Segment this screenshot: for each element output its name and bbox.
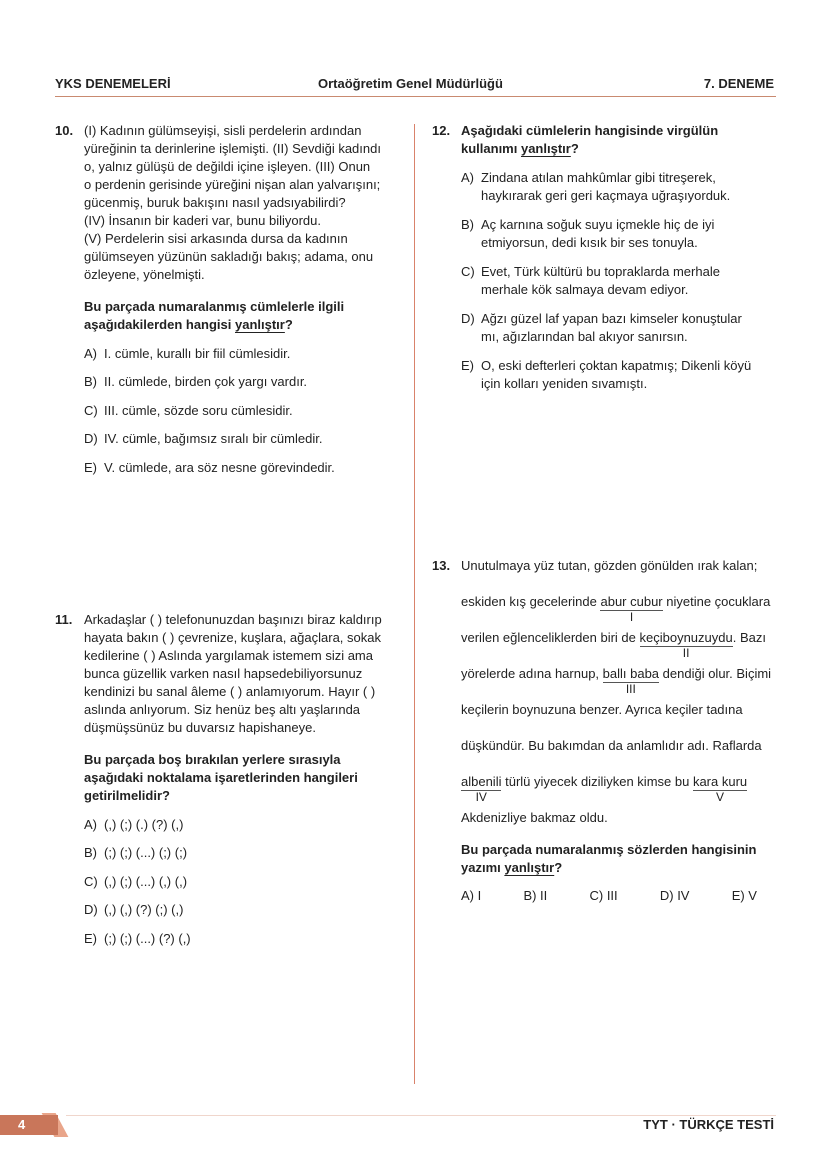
prompt-emphasis: yanlıştır xyxy=(235,317,285,332)
question-prompt xyxy=(461,122,792,158)
marked-word-3 xyxy=(602,666,660,696)
question-prompt xyxy=(84,751,405,805)
footer-title: TYT · TÜRKÇE TESTİ xyxy=(643,1117,774,1132)
option-c[interactable] xyxy=(84,402,405,420)
option-e[interactable] xyxy=(84,459,405,477)
option-b[interactable] xyxy=(461,216,792,252)
option-text: Zindana atılan mahkûmlar gibi titreşerek, xyxy=(481,170,716,185)
option-letter: A) xyxy=(84,816,97,832)
marked-text: kara kuru xyxy=(692,774,748,789)
option-letter: D) xyxy=(84,902,98,917)
passage-line: (V) Perdelerin sisi arkasında dursa da kadının xyxy=(84,231,348,246)
header-right: 7. DENEME xyxy=(703,76,774,91)
passage-line: düşkündür. Bu bakımdan da anlamlıdır adı. Raflarda xyxy=(461,738,762,753)
passage-line: yüreğinin ta derinlerine işlemişti. (II) Sevdiği kadındı xyxy=(84,141,381,156)
option-text: Ağzı güzel laf yapan bazı kimseler konuştular xyxy=(481,311,742,326)
numeral: I xyxy=(629,610,634,624)
option-b[interactable]: B) II xyxy=(523,888,548,903)
marked-word-5 xyxy=(692,774,748,804)
marked-text: keçiboynuzuydu xyxy=(639,630,733,645)
option-b[interactable] xyxy=(84,373,405,391)
prompt-emphasis: yanlıştır xyxy=(504,860,555,875)
option-text: (,) (,) (?) (;) (,) xyxy=(104,902,184,917)
option-c[interactable] xyxy=(461,263,792,299)
prompt-line: aşağıdaki noktalama işaretlerinden hangileri xyxy=(84,770,358,785)
option-b[interactable] xyxy=(84,844,405,862)
option-d[interactable] xyxy=(84,430,405,448)
option-text: Evet, Türk kültürü bu topraklarda merhale xyxy=(481,264,720,279)
text: . Bazı xyxy=(732,630,766,645)
option-text: mı, ağızlarından bal akıyor sanırsın. xyxy=(481,329,688,344)
option-letter: E) xyxy=(84,459,97,475)
question-12 xyxy=(432,122,792,393)
option-text: O, eski defterleri çoktan kapatmış; Dikenli köyü xyxy=(481,358,752,373)
option-c[interactable] xyxy=(84,873,405,891)
passage-line: gücenmiş, buruk bakışını nasıl yadsıyabilirdi? xyxy=(84,195,346,210)
passage-line xyxy=(461,629,792,665)
question-number: 12. xyxy=(432,123,451,138)
question-prompt xyxy=(461,841,792,877)
option-letter: B) xyxy=(84,845,97,860)
text: eskiden kış gecelerinde xyxy=(461,594,601,609)
passage-line: o, yalnız gülüşü de değildi içine işleyen. (III) Onun xyxy=(84,159,371,174)
passage-line: düşmüşsünüz bu duvarsız hapishaneye. xyxy=(84,720,316,735)
passage-line: o perdenin gerisinde yüreğini nişan alan yalvarışını; xyxy=(84,177,381,192)
text: verilen eğlenceliklerden biri de xyxy=(461,630,640,645)
passage-line: Unutulmaya yüz tutan, gözden gönülden ırak kalan; xyxy=(461,558,758,573)
prompt-line: Aşağıdaki cümlelerin hangisinde virgülün xyxy=(461,123,719,138)
question-number: 11. xyxy=(55,612,73,627)
prompt-end: ? xyxy=(554,860,563,875)
option-letter: C) xyxy=(84,402,98,418)
passage-line: Arkadaşlar ( ) telefonunuzdan başınızı biraz kaldırıp xyxy=(84,612,382,627)
text: niyetine çocuklara xyxy=(662,594,771,609)
option-a[interactable] xyxy=(461,169,792,205)
option-text: V. cümlede, ara söz nesne görevindedir. xyxy=(104,459,335,475)
passage-line: (IV) İnsanın bir kaderi var, bunu biliyordu. xyxy=(84,213,322,228)
option-letter: D) xyxy=(461,311,475,326)
passage-line: hayata bakın ( ) çevrenize, kuşlara, ağaçlara, sokak xyxy=(84,630,381,645)
marked-text: albenili xyxy=(461,774,502,789)
marked-word-2 xyxy=(639,630,733,660)
numeral: II xyxy=(682,646,690,660)
numeral: V xyxy=(716,790,725,804)
marked-word-4 xyxy=(461,774,502,804)
option-text: (,) (;) (...) (,) (,) xyxy=(104,873,188,889)
text: yörelerde adına harnup, xyxy=(461,666,603,681)
option-text: IV. cümle, bağımsız sıralı bir cümledir. xyxy=(104,431,323,446)
numeral: III xyxy=(625,682,636,696)
option-c[interactable]: C) III xyxy=(589,888,618,903)
header-divider xyxy=(55,96,776,97)
passage-line: Akdenizliye bakmaz oldu. xyxy=(461,810,608,825)
passage-line xyxy=(461,665,792,701)
passage-line: bunca güzellik varken nasıl hapsedebiliyorsunuz xyxy=(84,666,363,681)
prompt-end: ? xyxy=(570,141,579,156)
header-center: Ortaöğretim Genel Müdürlüğü xyxy=(318,76,503,91)
passage-line: (I) Kadının gülümseyişi, sisli perdelerin ardından xyxy=(84,123,362,138)
option-letter: A) xyxy=(84,345,97,361)
column-divider xyxy=(414,124,415,1084)
option-letter: B) xyxy=(461,217,474,232)
passage-line xyxy=(461,773,792,809)
passage-line: kendinizi bu sanal âleme ( ) anlamıyorum. Hayır ( ) xyxy=(84,684,376,699)
prompt-line: aşağıdakilerden hangisi xyxy=(84,317,235,332)
option-letter: C) xyxy=(461,264,475,279)
option-a[interactable]: A) I xyxy=(461,888,482,903)
option-letter: E) xyxy=(84,930,97,946)
passage-line: özleyene, yönelmişti. xyxy=(84,267,205,282)
numeral: IV xyxy=(475,790,487,804)
passage-line: keçilerin boynuzuna benzer. Ayrıca keçiler tadına xyxy=(461,702,743,717)
text: dendiği olur. Biçimi xyxy=(659,666,772,681)
option-letter: D) xyxy=(84,431,98,446)
passage-line: aslında anlıyorum. Siz henüz beş altı yaşlarında xyxy=(84,702,361,717)
marked-text: abur cubur xyxy=(600,594,663,609)
prompt-line: Bu parçada numaralanmış sözlerden hangisinin xyxy=(461,842,757,857)
option-text: (,) (;) (.) (?) (,) xyxy=(104,816,184,832)
option-letter: C) xyxy=(84,873,98,889)
option-text: (;) (;) (...) (?) (,) xyxy=(104,930,191,946)
passage-line: kedilerine ( ) Aslında yargılamak istemem sizi ama xyxy=(84,648,373,663)
page-number: 4 xyxy=(0,1115,58,1135)
option-text: merhale kök salmaya devam ediyor. xyxy=(481,282,689,297)
prompt-emphasis: yanlıştır xyxy=(520,141,571,156)
option-text: için kolları yeniden sıvamıştı. xyxy=(481,376,648,391)
option-text: haykırarak geri geri kaçmaya uğraşıyorduk. xyxy=(481,188,731,203)
option-d[interactable] xyxy=(461,310,792,346)
option-text: etmiyorsun, dedi kısık bir ses tonuyla. xyxy=(481,235,698,250)
prompt-line: getirilmelidir? xyxy=(84,788,170,803)
marked-word-1 xyxy=(600,594,663,624)
option-letter: B) xyxy=(84,374,97,389)
option-text: III. cümle, sözde soru cümlesidir. xyxy=(104,402,293,418)
question-number: 10. xyxy=(55,123,74,138)
passage-line: gülümseyen yüzünün sakladığı bakış; adama, onu xyxy=(84,249,374,264)
prompt-line: yazımı xyxy=(461,860,505,875)
option-a[interactable] xyxy=(84,816,405,834)
option-text: II. cümlede, birden çok yargı vardır. xyxy=(104,374,308,389)
prompt-line: Bu parçada numaralanmış cümlelerle ilgili xyxy=(84,299,345,314)
prompt-line: kullanımı xyxy=(461,141,521,156)
option-text: Aç karnına soğuk suyu içmekle hiç de iyi xyxy=(481,217,715,232)
option-text: I. cümle, kurallı bir fiil cümlesidir. xyxy=(104,345,291,361)
option-d[interactable] xyxy=(84,901,405,919)
question-10 xyxy=(55,122,405,477)
option-text: (;) (;) (...) (;) (;) xyxy=(104,845,188,860)
option-e[interactable] xyxy=(461,357,792,393)
text: türlü yiyecek diziliyken kimse bu xyxy=(501,774,693,789)
question-11 xyxy=(55,611,405,948)
header-left: YKS DENEMELERİ xyxy=(55,76,171,91)
option-letter: A) xyxy=(461,170,474,185)
option-e[interactable]: E) V xyxy=(731,888,757,903)
option-e[interactable] xyxy=(84,930,405,948)
prompt-line: Bu parçada boş bırakılan yerlere sırasıyla xyxy=(84,752,341,767)
passage-line xyxy=(461,593,792,629)
marked-text: ballı baba xyxy=(602,666,660,681)
option-a[interactable] xyxy=(84,345,405,363)
question-13 xyxy=(432,557,792,905)
prompt-end: ? xyxy=(284,317,293,332)
footer-divider xyxy=(66,1115,776,1116)
question-prompt xyxy=(84,298,405,334)
option-letter: E) xyxy=(461,358,474,373)
option-d[interactable]: D) IV xyxy=(659,888,690,903)
question-number: 13. xyxy=(432,558,451,573)
